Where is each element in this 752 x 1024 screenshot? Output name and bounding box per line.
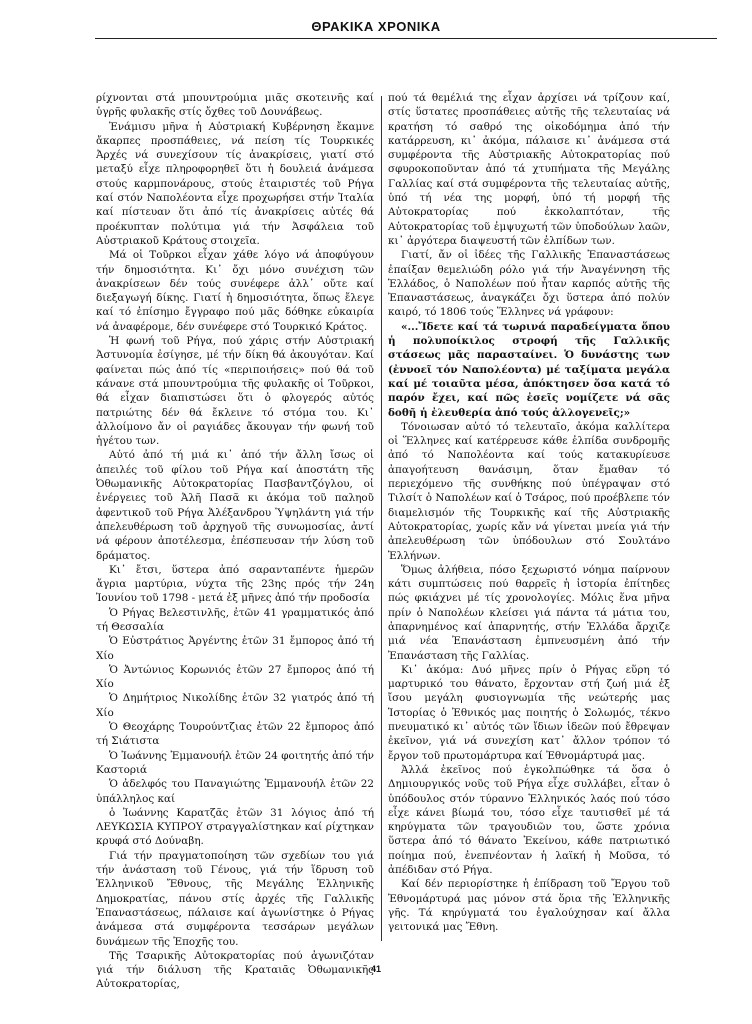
paragraph: Γιά τήν πραγματοποίηση τῶν σχεδίων του γιά τήν ἀνάσταση τοῦ Γένους, γιά τήν ἵδρυση τοῦ Ἑλληνικοῦ Ἔθνους, τῆς Μεγάλης Ἑλληνικῆς Δημοκρατίας, πάνου στίς ἀρχές τῆς Γαλλικῆς Ἐπαναστάσεως, πάλαισε καί ἀγωνίστηκε ὁ Ρήγας ἀνάμεσα στά συμφέροντα τεσσάρων μεγάλων δυνάμεων τῆς Ἐποχῆς του.	[96, 849, 374, 948]
paragraph: Κι᾽ ἀκόμα: Δυό μῆνες πρίν ὁ Ρήγας εὕρη τό μαρτυρικό του θάνατο, ἔρχονταν στή ζωή μιά ἐξ ἴσου μεγάλη φυσιογνωμία τῆς νεώτερής μας Ἱστορίας ὁ Ἐθνικός μας ποιητής ὁ Σολωμός, τέκνο πνευματικό κι᾽ αὐτός τῶν ἴδιων ἰδεῶν πού ἔθρεψαν ἐκεῖνον, γιά νά συνεχίση κατ᾽ ἄλλον τρόπον τό ἔργον τοῦ πρωτομάρτυρα καί Ἐθνομάρτυρά μας.	[388, 663, 670, 762]
victim-entry: Ὁ Ἀντώνιος Κορωνιός ἐτῶν 27 ἔμπορος ἀπό τή Χίο	[96, 663, 374, 691]
paragraph: Ἡ φωνή τοῦ Ρήγα, πού χάρις στήν Αὐστριακή Ἀστυνομία ἐσίγησε, μέ τήν δίκη θά ἀκουγόταν. Καί φαίνεται πώς ἀπό τίς «περιποιήσεις» πού θά τοῦ κάνανε στά μπουντρούμια τῆς φυλακῆς οἱ Τοῦρκοι, θά εἶχαν διαπιστώσει ὅτι ὁ φλογερός αὐτός πατριώτης δέν θά ἔκλεινε τό στόμα του. Κι᾽ ἀλλοίμονο ἄν οἱ ραγιάδες ἄκουγαν τήν φωνή τοῦ ἡγέτου των.	[96, 335, 374, 448]
paragraph: Τόνοιωσαν αὐτό τό τελευταῖο, ἀκόμα καλλίτερα οἱ Ἕλληνες καί κατέρρευσε κάθε ἐλπίδα συνδρομῆς ἀπό τό Ναπολέοντα καί τούς κατακυρίευσε ἀπαγοήτευση θανάσιμη, ὅταν ἔμαθαν τό περιεχόμενο τῆς συνθήκης πού ὑπέγραψαν στό Τιλσίτ ὁ Ναπολέων καί ὁ Τσάρος, πού προέβλεπε τόν διαμελισμόν τῆς Τουρκικῆς καί τῆς Αὐστριακῆς Αὐτοκρατορίας, χωρίς κἄν νά γίνεται μνεία γιά τήν ἀπελευθέρωση τῶν ὑπόδουλων στό Σουλτάνο Ἑλλήνων.	[388, 420, 670, 562]
paragraph: Γιατί, ἄν οἱ ἰδέες τῆς Γαλλικῆς Ἐπαναστάσεως ἐπαίξαν θεμελιώδη ρόλο γιά τήν Ἀναγέννηση τῆς Ἑλλάδος, ὁ Ναπολέων πού ἦταν καρπός αὐτῆς τῆς Ἐπαναστάσεως, ἀναγκάζει ὄχι ὕστερα ἀπό πολύν καιρό, τό 1806 τούς Ἕλληνες νά γράφουν:	[388, 249, 670, 319]
victim-entry: Ὁ Ἰωάννης Ἐμμανουήλ ἐτῶν 24 φοιτητής ἀπό τήν Καστοριά	[96, 749, 374, 776]
paragraph: Αὐτό ἀπό τή μιά κι᾽ ἀπό τήν ἄλλη ἴσως οἱ ἀπειλές τοῦ φίλου τοῦ Ρήγα καί ἀποστάτη τῆς Ὀθωμανικῆς Αὐτοκρατορίας Πασβαντζόγλου, οἱ ἐνέργειες τοῦ Ἀλῆ Πασᾶ κι ἀκόμα τοῦ παληοῦ ἀφεντικοῦ τοῦ Ρήγα Ἀλέξανδρου Ὑψηλάντη γιά τήν ἀπελευθέρωση τοῦ ἀρχηγοῦ τῆς συνωμοσίας, ἀντί νά φέρουν ἀποτέλεσμα, ἐπέσπευσαν τήν λύση τοῦ δράματος.	[96, 449, 374, 562]
paragraph: Μά οἱ Τοῦρκοι εἶχαν χάθε λόγο νά ἀποφύγουν τήν δημοσιότητα. Κι᾽ ὄχι μόνο συνέχιση τῶν ἀνακρίσεων δέν τούς συνέφερε ἀλλ᾽ οὔτε καί διεξαγωγή δίκης. Γιατί ἡ δημοσιότητα, ὅπως ἔλεγε καί τό ἐπίσημο ἔγγραφο πού μᾶς δόθηκε εὐκαιρία νά ἀναφέρομε, δέν συνέφερε στό Τουρκικό Κράτος.	[96, 249, 374, 333]
paragraph: Κι᾽ ἔτσι, ὕστερα ἀπό σαρανταπέντε ἡμερῶν ἄγρια μαρτύρια, νύχτα τῆς 23ης πρός τήν 24η Ἰουνίου τοῦ 1798 - μετά ἑξ μῆνες ἀπό τήν προδοσία	[96, 563, 374, 605]
right-column	[388, 91, 670, 935]
paragraph: Ἐνάμισυ μῆνα ἡ Αὐστριακή Κυβέρνηση ἔκαμνε ἄκαρπες προσπάθειες, νά πείση τίς Τουρκικές Ἀρχές νά συνεχίσουν τίς ἀνακρίσεις, γιατί στό μεταξύ εἶχε πληροφορηθεῖ ὅτι ἡ δουλειά ἀνάμεσα στούς καρμπονάρους, στούς ἑταιριστές τοῦ Ρήγα καί στόν Ναπολέοντα εἶχε προχωρήσει στήν Ἰταλία καί πίστευαν ὅτι ἀπό τίς ἀνακρίσεις αὐτές θά προέκυπταν πολύτιμα γιά τήν Ἀσφάλεια τοῦ Αὐστριακοῦ Κράτους στοιχεῖα.	[96, 120, 374, 247]
victim-entry: Ὁ Δημήτριος Νικολίδης ἐτῶν 32 γιατρός ἀπό τή Χίο	[96, 692, 374, 719]
paragraph: Τῆς Τσαρικῆς Αὐτοκρατορίας πού ἀγωνιζόταν γιά τήν διάλυση τῆς Κραταιᾶς Ὀθωμανικῆς Αὐτοκρατορίας,	[96, 949, 374, 991]
paragraph: Ἀλλά ἐκεῖνος πού ἐγκολπώθηκε τά ὅσα ὁ Δημιουργικός νοῦς τοῦ Ρήγα εἶχε συλλάβει, εἶταν ὁ ὑπόδουλος στόν τύραννο Ἑλληνικός λαός πού τόσο εἶχε κάνει βίωμά του, τόσο εἶχε ταυτισθεῖ μέ τά κηρύγματα τῶν τραγουδιῶν του, ὥστε χρόνια ὕστερα ἀπό τό θάνατο Ἐκείνου, κάθε πατριωτικό ποίημα πού, ἐνεπνέονταν ἡ λαϊκή ἡ Μοῦσα, τό ἀπέδιδαν στό Ρήγα.	[388, 763, 670, 877]
page-number: 41	[370, 964, 381, 974]
victim-entry: Ὁ Θεοχάρης Τουρούντζιας ἐτῶν 22 ἔμπορος ἀπό τή Σιάτιστα	[96, 721, 374, 748]
header-divider	[95, 38, 717, 39]
quotation: «...Ἴδετε καί τά τωρινά παραδείγματα ὅπου ἡ πολυποίκιλος στροφή τῆς Γαλλικῆς στάσεως μᾶς παρασταίνει. Ὁ δυνάστης των (ἐννοεῖ τόν Ναπολέοντα) μέ ταξίματα μεγάλα καί μέ τοιαῦτα μέσα, ἀπόκτησεν ὅσα κατά τό παρόν ἔχει, καί πῶς ἐσεῖς νομίζετε νά σᾶς δοθῆ ἡ ἐλευθερία ἀπό τούς ἀλλογενεῖς;»	[388, 320, 670, 419]
victim-entry: Ὁ ἀδελφός του Παναγιώτης Ἐμμανουήλ ἐτῶν 22 ὑπάλληλος καί	[96, 778, 374, 805]
victim-entry: Ὁ Ρήγας Βελεστινλῆς, ἐτῶν 41 γραμματικός ἀπό τή Θεσσαλία	[96, 606, 374, 633]
victim-entry: Ὁ Εὐστράτιος Ἀργέντης ἐτῶν 31 ἔμπορος ἀπό τή Χίο	[96, 635, 374, 662]
victim-entry: ὁ Ἰωάννης Καρατζᾶς ἐτῶν 31 λόγιος ἀπό τή ΛΕΥΚΩΣΙΑ ΚΥΠΡΟΥ στραγγαλίστηκαν καί ρίχτηκαν κρυφά στό Δούναβη.	[96, 806, 374, 848]
paragraph: πού τά θεμέλιά της εἶχαν ἀρχίσει νά τρίζουν καί, στίς ὕστατες προσπάθειες αὐτῆς τῆς τελευταίας νά κρατήση τό σαθρό της οἰκοδόμημα ἀπό τήν κατάρρευση, κι᾽ ἀκόμα, πάλαισε κι᾽ ἀνάμεσα στά συμφέροντα τῆς Αὐστριακῆς Αὐτοκρατορίας πού σφυροκοποῦνταν ἀπό τά χτυπήματα τῆς Μεγάλης Γαλλίας καί στά συμφέροντα τῆς τελευταίας αὐτῆς, ὑπό τή νέα της μορφή, ὑπό τή μορφή τῆς Αὐτοκρατορίας πού ἐκκολαπτόταν, τῆς Αὐτοκρατορίας τοῦ ἐμψυχωτή τῶν ὑποδούλων λαῶν, κι᾽ ἀργότερα διαψευστή τῶν ἐλπίδων των.	[388, 92, 670, 247]
paragraph: ρίχνονται στά μπουντρούμια μιᾶς σκοτεινῆς καί ὑγρῆς φυλακῆς στίς ὄχθες τοῦ Δουνάβεως.	[96, 92, 374, 119]
column-divider	[381, 96, 382, 941]
journal-title: ΘΡΑΚΙΚΑ ΧΡΟΝΙΚΑ	[311, 19, 441, 34]
paragraph: Καί δέν περιορίστηκε ἡ ἐπίδραση τοῦ Ἔργου τοῦ Ἐθνομάρτυρά μας μόνον στά ὅρια τῆς Ἑλληνικῆς γῆς. Τά κηρύγματά του ἐγαλούχησαν καί ἄλλα γειτονικά μας Ἔθνη.	[388, 878, 670, 934]
left-column	[96, 91, 374, 992]
paragraph: Ὅμως ἀλήθεια, πόσο ξεχωριστό νόημα παίρνουν κάτι συμπτώσεις πού θαρρεῖς ἡ ἱστορία ἐπίτηδες πώς φκιάχνει μέ τίς χρονολογίες. Μόλις ἕνα μῆνα πρίν ὁ Ναπολέων κλείσει γιά πάντα τά μάτια του, ἀπαρνημένος καί ἀπαρνητής, στήν Ἑλλάδα ἄρχιζε μιά νέα Ἐπανάσταση ἐμπνευσμένη ἀπό τήν Ἐπανάσταση τῆς Γαλλίας.	[388, 563, 670, 662]
